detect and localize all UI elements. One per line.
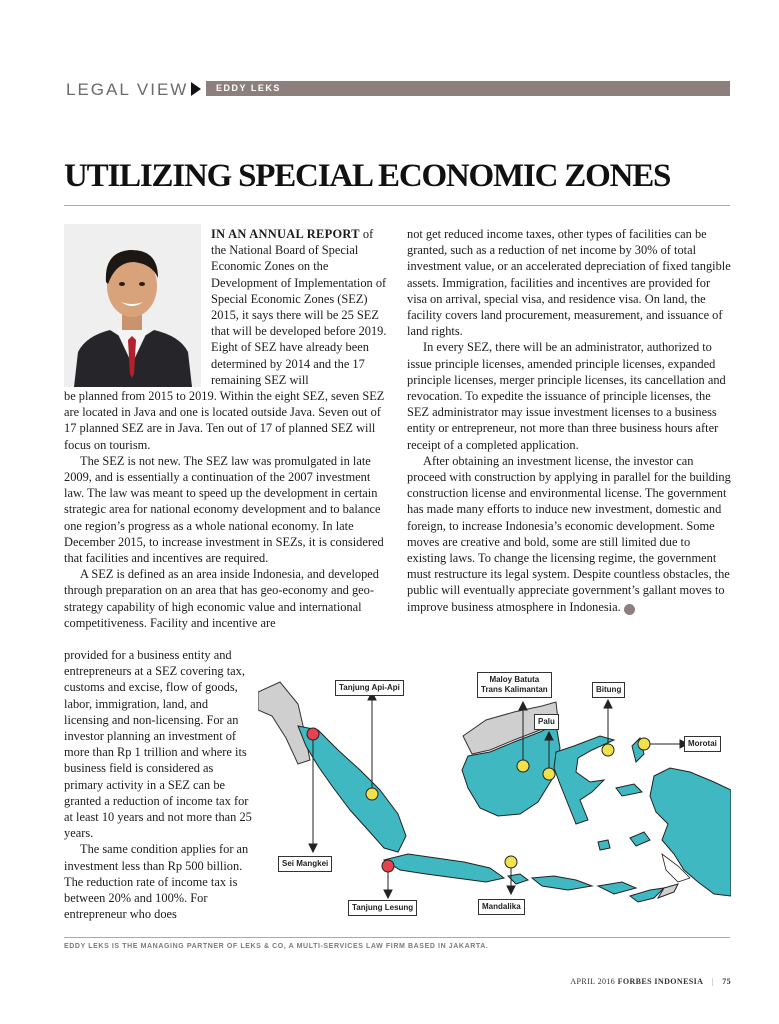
- indonesia-map-graphic: [258, 664, 731, 928]
- marker-maloy-batuta: [517, 760, 529, 772]
- map-label-morotai: Morotai: [684, 736, 721, 752]
- page-number: 75: [722, 977, 731, 986]
- map-label-tanjung-api-api: Tanjung Api-Api: [335, 680, 404, 696]
- section-kicker: LEGAL VIEW: [66, 80, 189, 99]
- forbes-end-mark: F: [624, 604, 635, 615]
- map-label-tanjung-lesung: Tanjung Lesung: [348, 900, 417, 916]
- article-title: UTILIZING SPECIAL ECONOMIC ZONES: [64, 158, 671, 194]
- marker-sei-mangkei: [307, 728, 319, 740]
- column-1-body: [64, 388, 389, 631]
- paragraph-1-rest: be planned from 2015 to 2019. Within the eight SEZ, seven SEZ are located in Java and one is located outside Java. Seven out of 17 planned SEZ are in Java. Ten out of 17 of planned SEZ will focus on tourism.: [64, 389, 385, 452]
- column-1-wrap: [211, 226, 389, 388]
- paragraph-7: After obtaining an investment license, the investor can proceed with construction by applying in parallel for the building construction license and environmental license. The government has made many efforts to induce new investment, domestic and foreign, to increase Indonesia’s economic development. Some moves are creative and bold, some are still limited due to existing laws. To change the licensing regime, the government must restructure its legal system. Despite countless obstacles, the public will eventually appreciate government’s gallant moves to improve business atmosphere in Indonesia.: [407, 453, 731, 614]
- column-2: [407, 226, 731, 615]
- marker-tanjung-api-api: [366, 788, 378, 800]
- paragraph-6: In every SEZ, there will be an administrator, authorized to issue principle licenses, amended principle licenses, expanded principle licenses, merger principle licenses, its cancellation and revocation. To expedite the issuance of principle licenses, the SEZ administrator may issue investment licenses to a business entity or entrepreneur, not more than three business hours after receipt of a completed application.: [407, 340, 726, 452]
- title-divider: [64, 205, 730, 206]
- paragraph-3: A SEZ is defined as an area inside Indonesia, and developed through preparation on an area that has geo-economy and geo-strategy capability of high economic value and international competitiveness. Facility and incentive are: [64, 567, 380, 630]
- paragraph-2: The SEZ is not new. The SEZ law was promulgated in late 2009, and is essentially a continuation of the 2007 investment law. The law was meant to speed up the development in certain strategic area for national economy development and to balance one region’s progress as a whole national economy. In late December 2015, to increase investment in SEZs, it is considered that facilities and incentives are required.: [64, 453, 384, 566]
- map-label-bitung: Bitung: [592, 682, 625, 698]
- page-folio: [570, 977, 731, 986]
- paragraph-3-rest: provided for a business entity and entrepreneurs at a SEZ covering tax, customs and excise, flow of goods, labor, immigration, land, and licensing and non-licensing. For an investor planning an investment of more than Rp 1 trillion and where its business field is considered as primary activity in a SEZ can be granted a reduction of income tax for at least 10 years and not more than 25 years.: [64, 648, 252, 841]
- author-name: EDDY LEKS: [216, 83, 281, 93]
- sez-map: [258, 664, 731, 928]
- paragraph-4: The same condition applies for an investment less than Rp 500 billion. The reduction rate of income tax is between 20% and 100%. For entrepreneur who does: [64, 842, 249, 922]
- marker-tanjung-lesung: [382, 860, 394, 872]
- author-portrait: [64, 224, 201, 387]
- map-label-palu: Palu: [534, 714, 559, 730]
- chevron-right-icon: [189, 82, 203, 96]
- paragraph-1-start: of the National Board of Special Economic Zones on the Development of Implementation of Special Economic Zones (SEZ) 2015, it says there will be 25 SEZ that will be developed before 2019. Eight of SEZ have already been determined by 2014 and the 17 remaining SEZ will: [211, 227, 387, 387]
- issue-date: APRIL 2016: [570, 977, 616, 986]
- marker-bitung: [602, 744, 614, 756]
- magazine-name: FORBES INDONESIA: [617, 977, 704, 986]
- map-label-mandalika: Mandalika: [478, 899, 525, 915]
- marker-mandalika: [505, 856, 517, 868]
- author-bar: [206, 81, 730, 96]
- map-label-sei-mangkei: Sei Mangkei: [278, 856, 332, 872]
- map-label-maloy-line1: Maloy Batuta: [489, 675, 540, 684]
- lead-in: IN AN ANNUAL REPORT: [211, 227, 360, 241]
- column-1-lower: [64, 647, 252, 922]
- marker-palu: [543, 768, 555, 780]
- footer-divider: [64, 937, 730, 938]
- paragraph-5: not get reduced income taxes, other types of facilities can be granted, such as a reduction of net income by 30% of total investment value, or an accelerated depreciation of fixed tangible assets. Immigration, facilities and incentives are provided for visa on arrival, special visa, and residence visa. On land, the facility covers land procurement, measurement, and issuance of land rights.: [407, 227, 731, 339]
- map-label-maloy-batuta: [477, 672, 552, 698]
- author-bio: EDDY LEKS IS THE MANAGING PARTNER OF LEKS & CO, A MULTI-SERVICES LAW FIRM BASED IN JAKARTA.: [64, 943, 489, 950]
- folio-separator: |: [711, 977, 714, 986]
- marker-morotai: [638, 738, 650, 750]
- map-label-maloy-line2: Trans Kalimantan: [481, 685, 548, 694]
